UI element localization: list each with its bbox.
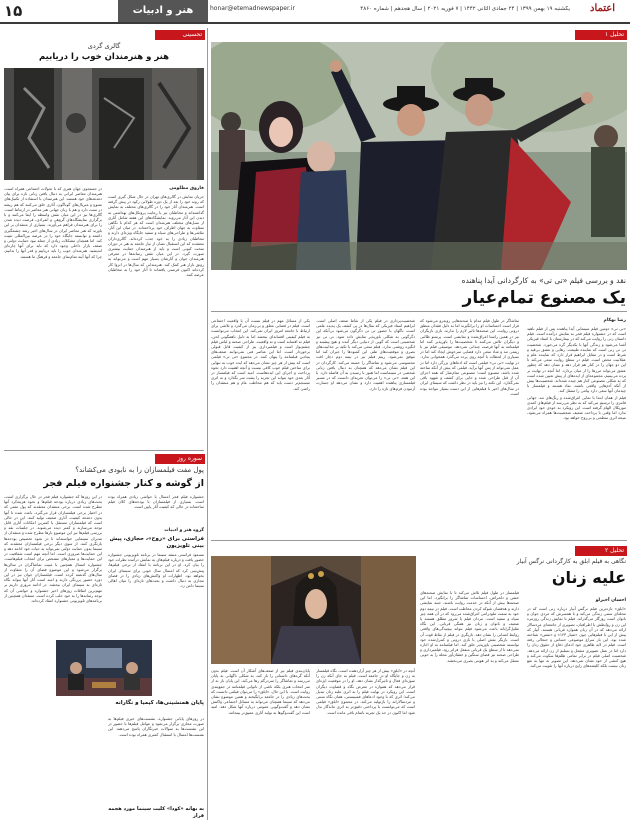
top-story-photo <box>211 42 627 270</box>
top-story-title: یک مصنوع تمام‌عیار <box>462 288 626 308</box>
analysis1-label: تحلیل ۱ <box>575 30 627 40</box>
bottom-story-column-3: آنچه در «ابلق» بیش از هر چیز آزاردهنده است، نگاه فیلمساز به زن و جایگاه او در جامعه است. فیلم به جای آنکه زن را سوژه‌ای فعال و تاثیرگذار نشان دهد، او را در موقعیت ابژه‌ای قرار می‌دهد که همواره در معرض نگاه و قضاوت دیگران است. این رویکرد در نهایت فیلم را به اثری علیه زنان تبدیل می‌کند؛ اثری که با وجود ادعاهای فمینیستی، همان نگاه سنتی و مردسالارانه را بازتولید می‌کند. در مجموع «ابلق» فیلمی است که می‌توانست با پرداختی دقیق‌تر به اثری ماندگار بدل شود اما اکنون در حد یک تجربه ناتمام باقی مانده است. <box>316 668 415 715</box>
bottom-story-kicker: نگاهی به فیلم ابلق به کارگردانی نرگس آبیار <box>516 558 626 565</box>
tv-program-photo <box>56 640 152 696</box>
cinema-story-column-2: در این روزها که جشنواره فیلم فجر در حال برگزاری است، بحث‌های زیادی درباره بودجه فیلم‌ها و نحوه هزینه‌کرد آنها مطرح شده است. برخی منتقدان معتقدند که پول مفتی که در اختیار برخی فیلمسازان قرار می‌گیرد، باعث شده تا آنها بدون دغدغه کیفیت، آثاری ضعیف تولید کنند. این در حالی است که فیلمسازان مستقل با کمترین امکانات آثاری قابل توجه می‌سازند و کمتر دیده می‌شوند. در جلسات نقد و بررسی فیلم‌ها نیز این موضوع بارها مطرح شده و منتقدان از مدیران سینمایی خواسته‌اند تا در نحوه تخصیص بودجه‌ها بازنگری کنند. از سوی دیگر برخی فیلمسازان معتقدند که سینما بدون حمایت دولتی نمی‌تواند به حیات خود ادامه دهد و این حمایت‌ها ضروری است. اما آنچه مهم است شفافیت در این حمایت‌ها و معیارهای مشخص برای انتخاب فیلم‌هاست. جشنواره امسال همچنین با غیبت تماشاگران در سالن‌ها برگزار می‌شود و این موضوع فضای آن را متفاوت از سال‌های گذشته کرده است. فیلمسازان جوان نیز در این دوره حضور پررنگی دارند و امید است آثار آنها بتواند نگاه تازه‌ای به سینمای ایران ببخشد. در ادامه مروری داریم بر مهم‌ترین اتفاقات روزهای اخیر جشنواره و حواشی آن که توجه رسانه‌ها را به خود جلب کرده است. منتقدان همچنین از برنامه‌های تلویزیونی جشنواره انتقاد کرده‌اند. <box>4 494 102 604</box>
bottom-story-column-1: «ابلق» تازه‌ترین فیلم نرگس آبیار درباره زنی است که در محله‌ای سنتی زندگی می‌کند و با همسرش که مردی جوان و ناتوان است روزگار می‌گذراند. فیلم با نمایش زندگی روزمره این زن و روابطش با اطرافیان، تصویری از جامعه‌ای مردسالار ارائه می‌دهد که در آن زنان همواره قربانی هستند. آبیار که پیش از این با فیلم‌هایی چون «شیار ۱۴۳» و «نفس» شناخته شده بود، این بار سراغ موضوعی حساس و جنجالی رفته است. فیلم در لایه ظاهری خود ادعای دفاع از حقوق زنان را دارد اما در عمل تصویری منفعل و تسلیم از زن ارائه می‌دهد. شخصیت اصلی فیلم در برابر تمامی ظلم‌ها سکوت می‌کند و هیچ کنشی از خود نشان نمی‌دهد. این تصویر نه تنها به نفع زنان نیست بلکه کلیشه‌های رایج درباره آنها را تقویت می‌کند. <box>527 606 626 669</box>
divider <box>211 311 627 312</box>
bottom-story-author: احسان آخیرلو <box>595 598 626 603</box>
left-bottom-subhead-2: پایان همنشینی‌ها، کیمیا و نگارانه <box>115 700 204 706</box>
section-title: هنر و ادبیات <box>118 0 208 22</box>
date-line: یکشنبه ۱۹ بهمن ۱۳۹۹ | ۲۴ جمادی الثانی ۱۴۴۲ | ۷ فوریه ۲۰۲۱ | سال هجدهم | شماره ۴۸۶۰ <box>360 6 570 12</box>
analysis2-label: تحلیل ۲ <box>575 546 627 556</box>
gallery-story-title: هنر و هنرمندان خوب را دریابیم <box>39 52 169 62</box>
gallery-story-column-1: جریان نمایش در گالری‌های تهران در حال شکل گیری است که روند خود را بعد از یک دوره طولانی رکود در پیش گرفته است. هنرمندان آثار خود را در گالری‌های مختلف به نمایش گذاشته‌اند و مخاطبان نیز با رعایت پروتکل‌های بهداشتی به دیدن این آثار می‌روند. نمایشگاه‌های این هفته شامل آثاری از نسل‌های مختلف هنرمندان است که هر کدام با نگاهی متفاوت به جهان اطراف خود پرداخته‌اند. در میان این آثار، نقاشی‌ها و طراحی‌های سیاه و سفید جایگاه ویژه‌ای دارند و مخاطبان زیادی را به خود جذب کرده‌اند. گالری‌داران معتقدند که این استقبال نشان از نیاز جامعه به هنر در دوران سخت کنونی است و باید از هنرمندان حمایت بیشتری صورت گیرد. در این میان نقش رسانه‌ها در معرفی هنرمندان جوان و آثارشان بسیار مهم است و می‌تواند به رونق بازار هنر کمک کند. هنرمندانی که سال‌ها در انزوا کار کرده‌اند اکنون فرصتی یافته‌اند تا آثار خود را به مخاطبان عرضه کنند. <box>108 194 204 278</box>
top-story-column-4: یکی از مسائل مهم در فیلم نسبت آن با واقعیت اجتماعی است. فیلم در فضایی معلق و بی‌زمان می‌گذرد و تلاشی برای ارتباط با جامعه امروز ایران نمی‌کند. این انتخاب می‌توانست به فیلم کیفیتی افسانه‌ای ببخشد اما به دلیل ناهمگونی لحن، فیلم نه افسانه است و نه واقعیت. طراحی صحنه و لباس فیلم چشم‌نواز است و فیلمبرداری نیز از کیفیت قابل قبولی برخوردار است. اما این عناصر فنی نمی‌توانند ضعف‌های بنیادین فیلمنامه را پنهان کنند. در مجموع «تی تی» فیلمی است که بیش از هر چیز نشان می‌دهد که ایده خوب به تنهایی برای ساختن فیلم خوب کافی نیست و آنچه اهمیت دارد نحوه پرداخت و اجرای این ایده‌هاست. امید است که فیلمساز در آثار بعدی خود بتواند این تجربه را پشت سر بگذارد و به اثری منسجم‌تر دست یابد که هم مخاطب عام و هم منتقدان را راضی کند. <box>211 318 310 391</box>
gallery-story-author: فاروق مظلومی <box>169 186 204 191</box>
left-bottom-heading: گروه هنر و ادبیات <box>164 528 204 533</box>
top-story-author: رضا بهکام <box>603 318 626 323</box>
bottom-story-photo <box>211 556 416 664</box>
divider <box>4 450 204 451</box>
page-number: ۱۵ <box>4 2 23 20</box>
left-bottom-subhead-1: فراستی برای «روح»، حجازی، پیش بینی تلویزیون <box>109 536 204 549</box>
film-still-illustration <box>211 42 627 270</box>
bottom-story-column-2: فیلمساز در طول فیلم تلاش می‌کند تا با نمایش صحنه‌های خشن و دلخراش، احساسات تماشاگر را برانگیزد. اما این صحنه‌ها بیش از آنکه در خدمت روایت باشند، جنبه نمایشی دارند و هدفشان شوکه کردن مخاطب است. فیلم در نیمه دوم خود به سمت ملودرامی اغراق‌شده می‌رود که در آن همه چیز سیاه و سفید است. مردان فیلم یا شرور مطلق هستند یا ضعیف و ناتوان و زنان نیز همگی قربانی. این نگاه تقلیل‌گرایانه باعث می‌شود فیلم نتواند پیچیدگی‌های واقعی روابط انسانی را نشان دهد. بازیگری در فیلم از نقاط قوت آن است. بازیگر نقش اصلی با بازی درونی و کنترل‌شده خود توانسته شخصیتی باورپذیر خلق کند. اما فیلمنامه به او اجازه نمی‌دهد تا از سطح یک قربانی منفعل فراتر رود. فیلمبرداری و طراحی صحنه نیز فضای سنگین و خفقان‌آور محله را به خوبی منتقل می‌کند و به اثر هویتی بصری می‌بخشد. <box>420 590 519 663</box>
cinema-story-title: از گوشه و کنار جشنواره فیلم فجر <box>43 478 204 489</box>
divider <box>211 540 627 541</box>
newspaper-logo: اعتماد <box>590 3 616 14</box>
cinema-story-kicker: پول مفت فیلمسازان را به نابودی می‌کشاند؟ <box>75 466 204 474</box>
left-bottom-subhead-3: به بهانه «کودا» کلیت سینما مورد هجمه قرار <box>108 806 204 819</box>
top-story-kicker: نقد و بررسی فیلم «تی تی» به کارگردانی آیدا پناهنده <box>461 276 626 285</box>
cinema-story-column-1: جشنواره فیلم فجر امسال با حواشی زیادی همراه بوده است. بسیاری از فیلمسازان با بودجه‌های کلان فیلم ساخته‌اند در حالی که کیفیت آثار پایین است. <box>108 494 204 510</box>
tv-studio-illustration <box>56 640 152 696</box>
column-divider <box>207 28 208 820</box>
bottom-story-title: علیه زنان <box>551 568 626 587</box>
bottom-story-column-4: پایان‌بندی فیلم نیز از ضعف‌های آشکار آن است. فیلم بدون آنکه گره‌های داستانی را باز کند، به شکلی ناگهانی به پایان می‌رسد و تماشاگر را سردرگم رها می‌کند. این پایان باز نه از سر انتخاب هنری بلکه ناشی از ناتوانی فیلمنامه در جمع‌بندی روایت است. با این حال، «ابلق» را می‌توان فیلمی دانست که بحث‌های زیادی را در جامعه برانگیخته و همین موضوع نشان می‌دهد که سینما همچنان می‌تواند به مسائل اجتماعی واکنش نشان دهد و گفت‌وگویی عمومی درباره آنها شکل دهد. امید است این گفت‌وگوها به تولید آثاری عمیق‌تر بینجامد. <box>211 668 310 715</box>
left-bottom-column-2: در روزهای پایانی جشنواره، نشست‌های خبری فیلم‌ها به صورت مجازی برگزار می‌شود و عوامل فیلم‌ها با حضور در این نشست‌ها به سوالات خبرنگاران پاسخ می‌دهند. این نشست‌ها امسال با استقبال کمتری همراه بوده است. <box>108 716 204 737</box>
artwork-illustration <box>4 68 204 180</box>
gallery-story-photo <box>4 68 204 180</box>
left-bottom-column-1: مسعود فراستی منتقد سینما در برنامه تلویزیونی جشنواره حضور یافت و درباره فیلم‌های به نمایش درآمده نظرات خود را بیان کرد. او در این برنامه با انتقاد از برخی فیلم‌ها، پیش‌بینی کرد که امسال سال خوبی برای سینمای ایران نخواهد بود. اظهارات او واکنش‌های زیادی را در فضای مجازی به دنبال داشت و بحث‌های تازه‌ای را میان اهالی سینما دامن زد. <box>108 552 204 589</box>
film-still-illustration <box>211 556 416 664</box>
top-story-column-3: شخصیت‌پردازی در فیلم یکی از نقاط ضعف اصلی است. ابراهیم استاد فیزیکی که سال‌ها در پی کشف یک پدیده علمی است، ناگهان با حضور تی تی دگرگون می‌شود بی‌آنکه این دگرگونی به شکلی باورپذیر نمایش داده شود. تی تی نیز شخصیتی است که گویی از دنیایی دیگر آمده و هیچ پیشینه و انگیزه روشنی ندارد. فیلم سعی می‌کند با تکیه بر جذابیت‌های بصری و موقعیت‌های طنز، این کمبودها را جبران کند اما موفق نمی‌شود. ریتم فیلم نیز در نیمه دوم دچار افت محسوسی می‌شود و تماشاگر را خسته می‌کند. کارگردان در این فیلم نشان می‌دهد که همچنان به دنبال یافتن زبانی شخصی در سینماست اما هنوز تا رسیدن به آن فاصله دارد. با این همه، «تی تی» را می‌توان تجربه‌ای دانست که در مسیر فیلمسازی پناهنده اهمیت دارد و نشان می‌دهد او جسارت آزمودن فرم‌های تازه را دارد. <box>316 318 415 391</box>
website-email[interactable]: honar@etemadnewspaper.ir <box>210 5 295 12</box>
gallery-story-column-2: در جستجوی جهان هنری که با تحولات اجتماعی همراه است، هنرمندان معاصر ایرانی به دنبال یافتن زبانی تازه برای بیان دغدغه‌های خود هستند. این هنرمندان با استفاده از تکنیک‌های متنوع و متریال‌های گوناگون، آثاری خلق می‌کنند که هم ریشه در سنت دارد و هم با زبان جهانی هنر معاصر در ارتباط است. گالری‌ها نیز در این میان نقش واسطه را ایفا می‌کنند و با برگزاری نمایشگاه‌های گروهی و انفرادی، فرصت دیده شدن را برای هنرمندان فراهم می‌آورند. بسیاری از منتقدان بر این باورند که هنر معاصر ایران در سال‌های اخیر رشد چشمگیری داشته و توانسته جایگاه خود را در عرصه بین‌المللی تثبیت کند. اما همچنان مشکلات زیادی از جمله نبود حمایت دولتی و ضعف بازار داخلی وجود دارد که باید برای آنها چاره‌ای اندیشید. هنرمندان خوب را باید دریابیم و قدر آنها را بدانیم، چرا که آنها آینه تمام‌نمای جامعه و فرهنگ ما هستند. <box>4 186 102 259</box>
gallery-story-kicker: گالری گردی <box>87 42 121 50</box>
cinema-label: سوره روز <box>155 454 205 464</box>
top-story-column-1: «تی تی» دومین فیلم سینمایی آیدا پناهنده پس از فیلم ناهید است که در جشنواره فیلم فجر به نمایش درآمده است. فیلم داستان زنی را روایت می‌کند که در بیمارستان با استاد فیزیکی آشنا می‌شود و زندگی آنها با یکدیگر گره می‌خورد. شخصیت تی تی زنی است که نماینده طبیعت، رهایی و عشق بی‌قید و شرط است و در مقابل ابراهیم قرار دارد که نماینده علم و عقلانیت محض است. فیلم در سطح روایت سعی می‌کند تا این دو جهان را در کنار هم قرار دهد و نشان دهد که چطور عشق می‌تواند مرزها را از میان بردارد. اما آنچه در نهایت بر پرده می‌بینیم، مجموعه‌ای از ایده‌های از پیش تعیین شده است که به شکلی مصنوعی کنار هم چیده شده‌اند. شخصیت‌ها بیش از آنکه آدم‌هایی واقعی باشند، نماد هستند و فیلمساز با چیدمان آنها سعی دارد پیامی را منتقل کند. فیلم از همان ابتدا با نمایی اغراق‌شده و رنگ‌های تند، جهانی فانتزی را ترسیم می‌کند که به نظر می‌رسد از فیلم‌های کمدی موزیکال الهام گرفته است. این رویکرد به خودی خود ایرادی ندارد اما وقتی با پرداخت ضعیف شخصیت‌ها همراه می‌شود، نتیجه اثری سطحی و بی‌روح خواهد بود. <box>527 326 626 421</box>
top-story-column-2: تماشاگر در طول فیلم مدام با صحنه‌هایی روبه‌رو می‌شود که قرار است احساسات او را برانگیزند اما به دلیل فقدان منطق درونی روایت، این صحنه‌ها تاثیر لازم را ندارند. بازی بازیگران نیز در همین راستا اغراق‌شده و نمایشی است. پرستو طالبی و دیگران تلاش می‌کنند تا شخصیت‌ها را باورپذیر کنند اما فیلمنامه به آنها فرصت چندانی نمی‌دهد. موسیقی فیلم نیز با ریتمی تند و شاد سعی دارد فضایی سرخوش ایجاد کند اما در بسیاری از لحظات با آنچه روی پرده می‌گذرد همخوانی ندارد. در نهایت «تی تی» فیلمی است که ادعاهای بزرگی دارد اما در عمل نمی‌تواند از پس آنها برآید. فیلمی که بیش از آنکه ساخته شده باشد، مصنوع است؛ مصنوعی تمام‌عیار که همه اجزای آن از قبل طراحی شده و جایی برای کشف و شهود باقی نمی‌گذارد. این نکته را نیز باید در نظر داشت که سینمای ایران در سال‌های اخیر با فیلم‌هایی از این دست بسیار مواجه بوده است. <box>420 318 519 396</box>
page-header <box>0 0 630 24</box>
news-label: تحسینی <box>155 30 205 40</box>
